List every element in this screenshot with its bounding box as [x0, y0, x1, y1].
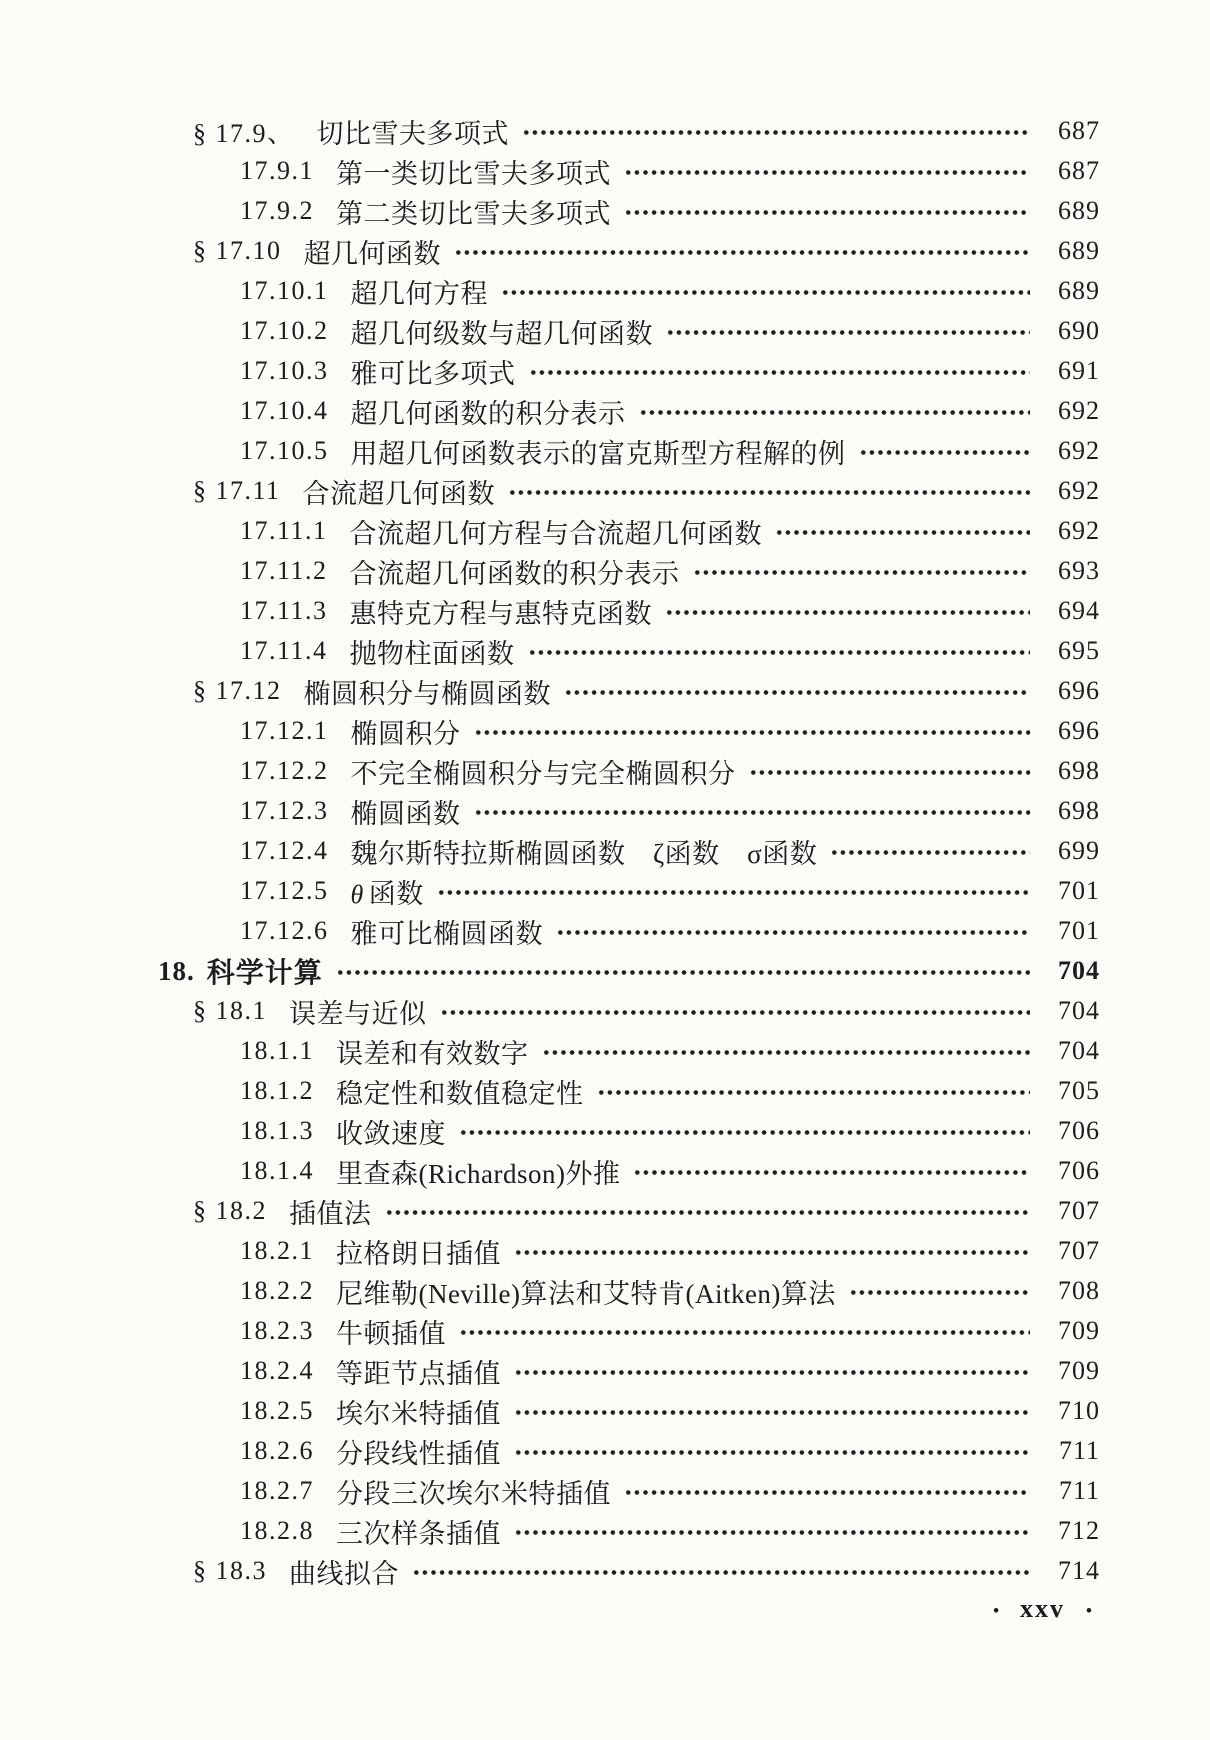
toc-entry [0, 551, 1210, 591]
dot-leader [522, 111, 1030, 151]
toc-entry-page: 698 [1058, 796, 1100, 825]
dot-leader [514, 1351, 1030, 1391]
toc-entry-page: 707 [1058, 1236, 1100, 1265]
toc-entry [0, 1351, 1210, 1391]
toc-entry-page: 714 [1058, 1556, 1100, 1585]
toc-entry-title: 埃尔米特插值 [336, 1398, 501, 1429]
dot-leader [556, 911, 1030, 951]
toc-entry-title: θ 函数 [350, 878, 424, 909]
dot-leader [454, 231, 1030, 271]
toc-entry-page: 689 [1058, 276, 1100, 305]
toc-entry-page: 708 [1058, 1276, 1100, 1305]
toc-entry-title: 里查森(Richardson)外推 [336, 1158, 621, 1189]
toc-entry-page: 704 [1058, 996, 1100, 1025]
dot-leader [459, 1311, 1030, 1351]
toc-entry-number: 18. [158, 955, 195, 986]
toc-entry-number: § 18.3 [193, 1556, 267, 1585]
toc-entry-number: § 17.10 [193, 236, 282, 265]
dot-leader [412, 1551, 1030, 1591]
dot-leader [336, 951, 1030, 991]
toc-entry-page: 706 [1058, 1156, 1100, 1185]
toc-entry [0, 391, 1210, 431]
dot-leader [597, 1071, 1031, 1111]
footer-page-number: xxv [1020, 1594, 1066, 1623]
toc-entry-page: 704 [1058, 956, 1100, 985]
dot-leader [624, 151, 1030, 191]
dot-leader [514, 1231, 1030, 1271]
toc-entry-number: 17.11.1 [240, 516, 328, 545]
toc-entry-title: 椭圆积分与椭圆函数 [303, 678, 551, 709]
dot-leader [459, 1111, 1030, 1151]
toc-entry-title: 用超几何函数表示的富克斯型方程解的例 [350, 438, 846, 469]
toc-entry-number: 17.12.1 [240, 716, 329, 745]
dot-leader [385, 1191, 1031, 1231]
toc-entry-number: 17.11.4 [240, 636, 328, 665]
toc-entry-page: 687 [1058, 156, 1100, 185]
toc-entry [0, 1511, 1210, 1551]
dot-leader [624, 191, 1030, 231]
toc-entry-title: 曲线拟合 [289, 1558, 399, 1589]
toc-entry-title: 椭圆积分 [350, 718, 461, 749]
toc-entry-title: 分段线性插值 [336, 1438, 501, 1469]
toc-entry-page: 687 [1058, 116, 1100, 145]
dot-leader [474, 791, 1031, 831]
toc-entry-title: 超几何函数的积分表示 [350, 398, 626, 429]
toc-entry-page: 696 [1058, 676, 1100, 705]
toc-entry-number: 18.2.8 [240, 1516, 314, 1545]
dot-leader [859, 431, 1031, 471]
dot-leader [528, 631, 1030, 671]
toc-entry-number: 17.12.2 [240, 756, 329, 785]
toc-entry [0, 951, 1210, 991]
dot-leader [666, 311, 1030, 351]
toc-entry-page: 707 [1058, 1196, 1100, 1225]
toc-entry-page: 692 [1058, 516, 1100, 545]
toc-entry-page: 701 [1058, 916, 1100, 945]
toc-entry-title: 第二类切比雪夫多项式 [336, 198, 611, 229]
toc-entry-title: 等距节点插值 [336, 1358, 501, 1389]
toc-entry-title: 魏尔斯特拉斯椭圆函数 ζ函数 σ函数 [350, 838, 818, 869]
toc-entry [0, 911, 1210, 951]
toc-entry-page: 689 [1058, 196, 1100, 225]
toc-entry [0, 471, 1210, 511]
toc-entry-title: 分段三次埃尔米特插值 [336, 1478, 611, 1509]
toc-entry-title: 合流超几何方程与合流超几何函数 [349, 518, 763, 549]
dot-leader [514, 1431, 1030, 1471]
toc-entry-number: 17.12.6 [240, 916, 329, 945]
toc-entry-number: 17.11.2 [240, 556, 328, 585]
dot-leader [624, 1471, 1030, 1511]
toc-entry [0, 791, 1210, 831]
toc-entry-number: 18.2.5 [240, 1396, 314, 1425]
toc-entry-page: 709 [1058, 1356, 1100, 1385]
toc-entry-title: 尼维勒(Neville)算法和艾特肯(Aitken)算法 [336, 1278, 836, 1309]
toc-entry-title: 超几何级数与超几何函数 [350, 318, 653, 349]
toc-entry [0, 1191, 1210, 1231]
toc-entry-number: 17.12.4 [240, 836, 329, 865]
toc-entry [0, 1431, 1210, 1471]
toc-entry-number: § 17.9、 [193, 118, 295, 148]
toc-entry-page: 709 [1058, 1316, 1100, 1345]
toc-entry-number: 18.1.4 [240, 1156, 314, 1185]
dot-leader [437, 871, 1030, 911]
toc-entry-title: 插值法 [289, 1198, 372, 1229]
toc-entry-page: 693 [1058, 556, 1100, 585]
toc-entry-page: 711 [1058, 1436, 1100, 1465]
toc-entry-title: 抛物柱面函数 [349, 638, 515, 669]
dot-leader [749, 751, 1031, 791]
toc-entry-number: 18.1.1 [240, 1036, 314, 1065]
toc-entry [0, 511, 1210, 551]
toc-entry-page: 699 [1058, 836, 1100, 865]
toc-entry-page: 712 [1058, 1516, 1100, 1545]
footer-right-dot: • [1086, 1600, 1092, 1620]
toc-entry-page: 690 [1058, 316, 1100, 345]
toc-entry-page: 694 [1058, 596, 1100, 625]
toc-entry-page: 706 [1058, 1116, 1100, 1145]
toc-entry-title: 雅可比多项式 [350, 358, 516, 389]
toc-entry-number: § 17.11 [193, 476, 281, 505]
toc-entry-title: 切比雪夫多项式 [316, 118, 510, 149]
toc-entry-number: 17.12.3 [240, 796, 329, 825]
toc-entry-page: 692 [1058, 476, 1100, 505]
toc-entry [0, 151, 1210, 191]
toc-entry-number: 18.1.3 [240, 1116, 314, 1145]
toc-entry [0, 111, 1210, 151]
toc-entry-page: 692 [1058, 396, 1100, 425]
toc-entry [0, 1471, 1210, 1511]
toc-entry-page: 691 [1058, 356, 1100, 385]
toc-entry-number: § 18.1 [193, 996, 267, 1025]
toc-entry [0, 1151, 1210, 1191]
toc-entry-title: 拉格朗日插值 [336, 1238, 501, 1269]
toc-entry-title: 收敛速度 [336, 1118, 446, 1149]
toc-entry-page: 696 [1058, 716, 1100, 745]
toc-entry-number: § 17.12 [193, 676, 282, 705]
toc-entry-page: 698 [1058, 756, 1100, 785]
dot-leader [639, 391, 1031, 431]
dot-leader [529, 351, 1031, 391]
dot-leader [542, 1031, 1031, 1071]
toc-entry-number: § 18.2 [193, 1196, 267, 1225]
toc-entry-title: 科学计算 [206, 958, 323, 989]
toc-list [0, 111, 1210, 1591]
toc-entry-page: 692 [1058, 436, 1100, 465]
toc-entry-title: 超几何函数 [303, 238, 441, 269]
toc-entry-number: 17.9.2 [240, 196, 314, 225]
toc-entry-title: 误差与近似 [289, 998, 427, 1029]
toc-entry [0, 1391, 1210, 1431]
toc-entry-title: 合流超几何函数 [302, 478, 496, 509]
toc-entry [0, 711, 1210, 751]
toc-entry [0, 271, 1210, 311]
dot-leader [440, 991, 1031, 1031]
toc-entry-number: 17.11.3 [240, 596, 328, 625]
dot-leader [508, 471, 1030, 511]
toc-entry-title: 雅可比椭圆函数 [350, 918, 543, 949]
toc-entry-title: 超几何方程 [350, 278, 488, 309]
toc-entry-page: 695 [1058, 636, 1100, 665]
dot-leader [501, 271, 1030, 311]
toc-entry [0, 1111, 1210, 1151]
toc-entry [0, 1031, 1210, 1071]
toc-entry [0, 671, 1210, 711]
toc-entry [0, 1271, 1210, 1311]
dot-leader [830, 831, 1030, 871]
page-footer [993, 1596, 1092, 1622]
toc-entry [0, 311, 1210, 351]
dot-leader [633, 1151, 1030, 1191]
toc-entry-page: 701 [1058, 876, 1100, 905]
toc-entry-number: 17.9.1 [240, 156, 314, 185]
toc-entry-greek-symbol: θ [350, 879, 364, 909]
dot-leader [665, 591, 1030, 631]
toc-entry [0, 1231, 1210, 1271]
toc-entry-number: 18.2.1 [240, 1236, 314, 1265]
dot-leader [474, 711, 1031, 751]
dot-leader [514, 1391, 1030, 1431]
toc-entry-number: 18.2.2 [240, 1276, 314, 1305]
toc-entry-number: 17.10.4 [240, 396, 329, 425]
toc-entry-title: 三次样条插值 [336, 1518, 501, 1549]
toc-entry-number: 17.12.5 [240, 876, 329, 905]
dot-leader [693, 551, 1030, 591]
toc-entry-number: 18.2.7 [240, 1476, 314, 1505]
dot-leader [514, 1511, 1030, 1551]
toc-entry [0, 191, 1210, 231]
toc-entry-number: 17.10.5 [240, 436, 329, 465]
toc-entry-page: 710 [1058, 1396, 1100, 1425]
toc-entry-number: 17.10.1 [240, 276, 329, 305]
toc-entry-page: 689 [1058, 236, 1100, 265]
toc-entry [0, 1311, 1210, 1351]
toc-entry-title: 稳定性和数值稳定性 [336, 1078, 584, 1109]
toc-entry [0, 351, 1210, 391]
toc-entry [0, 431, 1210, 471]
dot-leader [849, 1271, 1030, 1311]
toc-entry [0, 991, 1210, 1031]
toc-entry [0, 631, 1210, 671]
toc-entry-page: 705 [1058, 1076, 1100, 1105]
toc-entry-title: 第一类切比雪夫多项式 [336, 158, 611, 189]
footer-left-dot: • [993, 1600, 1000, 1620]
toc-entry [0, 231, 1210, 271]
toc-entry-title: 牛顿插值 [336, 1318, 446, 1349]
dot-leader [775, 511, 1030, 551]
toc-entry-title: 合流超几何函数的积分表示 [349, 558, 680, 589]
toc-entry-number: 17.10.2 [240, 316, 329, 345]
toc-entry [0, 831, 1210, 871]
toc-entry [0, 591, 1210, 631]
toc-entry-title: 误差和有效数字 [336, 1038, 529, 1069]
toc-entry-title: 椭圆函数 [350, 798, 461, 829]
toc-entry [0, 1071, 1210, 1111]
toc-entry-number: 18.2.6 [240, 1436, 314, 1465]
toc-entry-title: 惠特克方程与惠特克函数 [349, 598, 653, 629]
toc-entry-page: 711 [1058, 1476, 1100, 1505]
toc-entry [0, 1551, 1210, 1591]
toc-entry-number: 17.10.3 [240, 356, 329, 385]
toc-entry [0, 871, 1210, 911]
toc-entry-number: 18.2.3 [240, 1316, 314, 1345]
dot-leader [564, 671, 1030, 711]
toc-entry-number: 18.2.4 [240, 1356, 314, 1385]
toc-entry-page: 704 [1058, 1036, 1100, 1065]
toc-entry-title: 不完全椭圆积分与完全椭圆积分 [350, 758, 736, 789]
toc-entry-number: 18.1.2 [240, 1076, 314, 1105]
toc-entry [0, 751, 1210, 791]
